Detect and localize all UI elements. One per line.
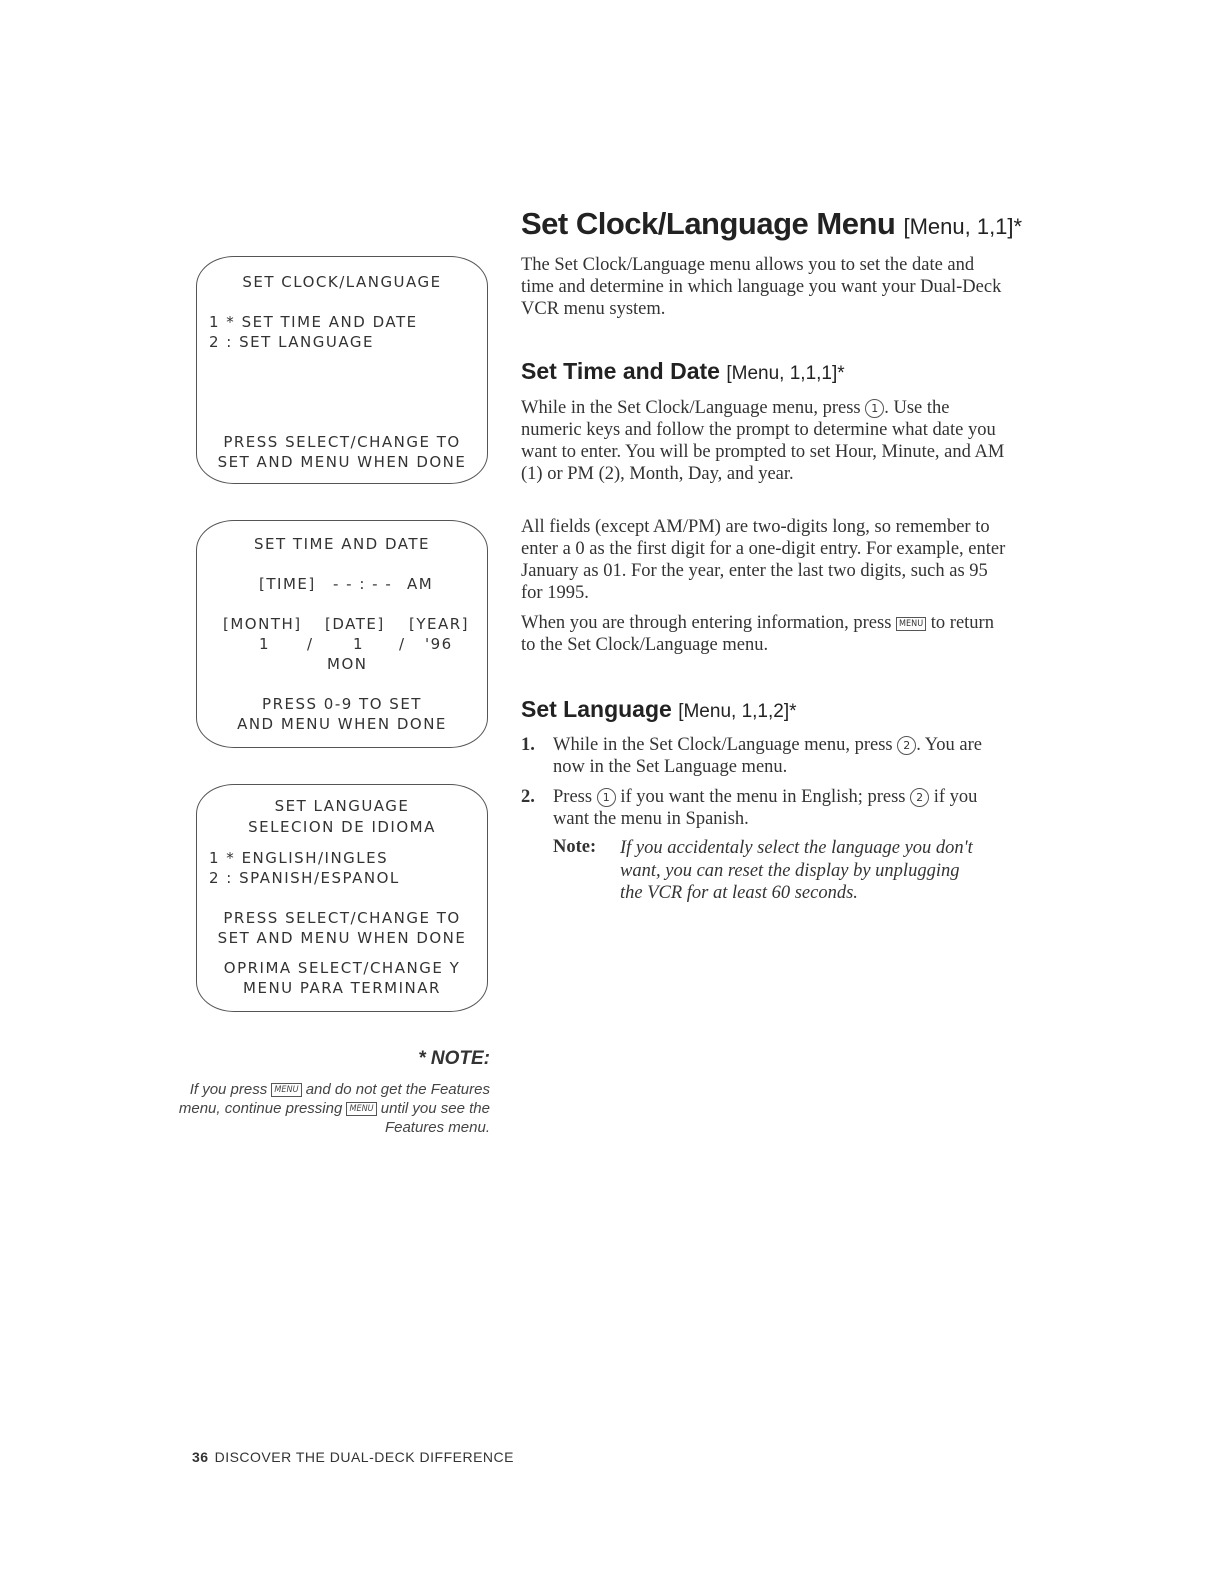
item2-text-b: if you want the menu in English; press [620, 787, 906, 807]
list-item [521, 786, 1011, 832]
side-note-b: and do not get the Features menu, continue pressing [178, 1081, 490, 1117]
list-item-text [553, 786, 1013, 830]
screen3-prompt2: SET AND MENU WHEN DONE [217, 929, 467, 947]
intro-paragraph: The Set Clock/Language menu allows you to set the date and time and determine in which language you want your Dual-Deck VCR menu system. [521, 255, 1002, 319]
key-2-icon: 2 [897, 736, 916, 755]
screen3-title: SET LANGUAGE [274, 797, 410, 815]
screen-set-time-and-date [196, 520, 488, 748]
screen3-prompt3: OPRIMA SELECT/CHANGE Y [223, 959, 461, 977]
side-note-c: until you see the Features menu. [380, 1100, 490, 1136]
screen1-prompt2: SET AND MENU WHEN DONE [217, 453, 467, 471]
item1-text-a: While in the Set Clock/Language menu, press [553, 735, 893, 755]
menu-key-icon: MENU [896, 617, 926, 631]
screen3-option2: 2 : SPANISH/ESPANOL [209, 869, 400, 887]
key-2-icon: 2 [910, 788, 929, 807]
screen2-sep1: / [307, 635, 314, 653]
screen1-option2: 2 : SET LANGUAGE [209, 333, 374, 351]
screen2-month: 1 [259, 635, 271, 653]
time-date-p1a: While in the Set Clock/Language menu, press [521, 398, 861, 418]
key-1-icon: 1 [865, 399, 884, 418]
section-time-date-heading [521, 358, 845, 385]
note-label: Note: [553, 837, 597, 857]
key-1-icon: 1 [597, 788, 616, 807]
screen2-col-year: [YEAR] [409, 615, 470, 633]
screen-set-language [196, 784, 488, 1012]
screen2-date: 1 [353, 635, 365, 653]
screen2-weekday: MON [327, 655, 368, 673]
screen-set-clock-language [196, 256, 488, 484]
section-language-heading [521, 696, 797, 723]
section-language-ref: [Menu, 1,1,2]* [678, 701, 797, 722]
item2-text-c: if you want the menu in Spanish. [553, 787, 978, 829]
screen2-col-date: [DATE] [325, 615, 385, 633]
screen2-prompt2: AND MENU WHEN DONE [237, 715, 447, 733]
screen2-sep2: / [399, 635, 406, 653]
screen2-prompt1: PRESS 0-9 TO SET [262, 695, 422, 713]
screen3-subtitle: SELECION DE IDIOMA [248, 818, 436, 836]
list-item-number: 2. [521, 787, 535, 807]
screen3-option1: 1 * ENGLISH/INGLES [209, 849, 389, 867]
list-item [521, 734, 1011, 780]
side-note-a: If you press [189, 1081, 268, 1098]
screen3-prompt1: PRESS SELECT/CHANGE TO [223, 909, 461, 927]
note-text: If you accidentaly select the language you don't want, you can reset the display by unplugging the VCR for at least 60 seconds. [620, 838, 973, 903]
page-title-text: Set Clock/Language Menu [521, 206, 896, 241]
screen2-year: '96 [425, 635, 453, 653]
page-title [521, 206, 1022, 242]
list-item-number: 1. [521, 735, 535, 755]
screen1-prompt1: PRESS SELECT/CHANGE TO [223, 433, 461, 451]
footer-text: DISCOVER THE DUAL-DECK DIFFERENCE [214, 1449, 514, 1465]
section-language-title: Set Language [521, 696, 672, 722]
screen2-time-label: [TIME] [259, 575, 316, 593]
screen2-time-value: - - : - - [333, 575, 393, 593]
time-date-paragraph-2: All fields (except AM/PM) are two-digits long, so remember to enter a 0 as the first digit for a one-digit entry. For example, enter January as 01. For the year, enter the last two digits, such as 95 for 1995. [521, 517, 1006, 603]
side-note-text [160, 1080, 490, 1137]
list-item-text [553, 734, 1013, 778]
page-footer [192, 1449, 514, 1465]
time-date-paragraph-3 [521, 612, 1011, 656]
section-time-date-title: Set Time and Date [521, 358, 720, 384]
menu-key-icon: MENU [346, 1102, 376, 1116]
screen1-option1: 1 * SET TIME AND DATE [209, 313, 418, 331]
screen1-title: SET CLOCK/LANGUAGE [242, 273, 442, 291]
section-time-date-ref: [Menu, 1,1,1]* [726, 363, 845, 384]
screen2-title: SET TIME AND DATE [253, 535, 431, 553]
page-title-ref: [Menu, 1,1]* [903, 214, 1023, 239]
screen3-prompt4: MENU PARA TERMINAR [243, 979, 441, 997]
item1-text-b: . You are now in the Set Language menu. [553, 735, 983, 777]
menu-key-icon: MENU [271, 1083, 301, 1097]
time-date-p1b: . Use the numeric keys and follow the prompt to determine what date you want to enter. You will be prompted to set Hour, Minute, and AM (1) or PM (2), Month, Day, and year. [521, 398, 1005, 484]
time-date-p3b: to return to the Set Clock/Language menu. [521, 613, 994, 655]
screen2-col-month: [MONTH] [223, 615, 302, 633]
item2-text-a: Press [553, 787, 593, 807]
screen2-ampm: AM [407, 575, 434, 593]
time-date-p3a: When you are through entering information, press [521, 613, 892, 633]
side-note-title: * NOTE: [418, 1048, 490, 1069]
page-number: 36 [192, 1449, 209, 1465]
time-date-paragraph-1 [521, 397, 1011, 485]
